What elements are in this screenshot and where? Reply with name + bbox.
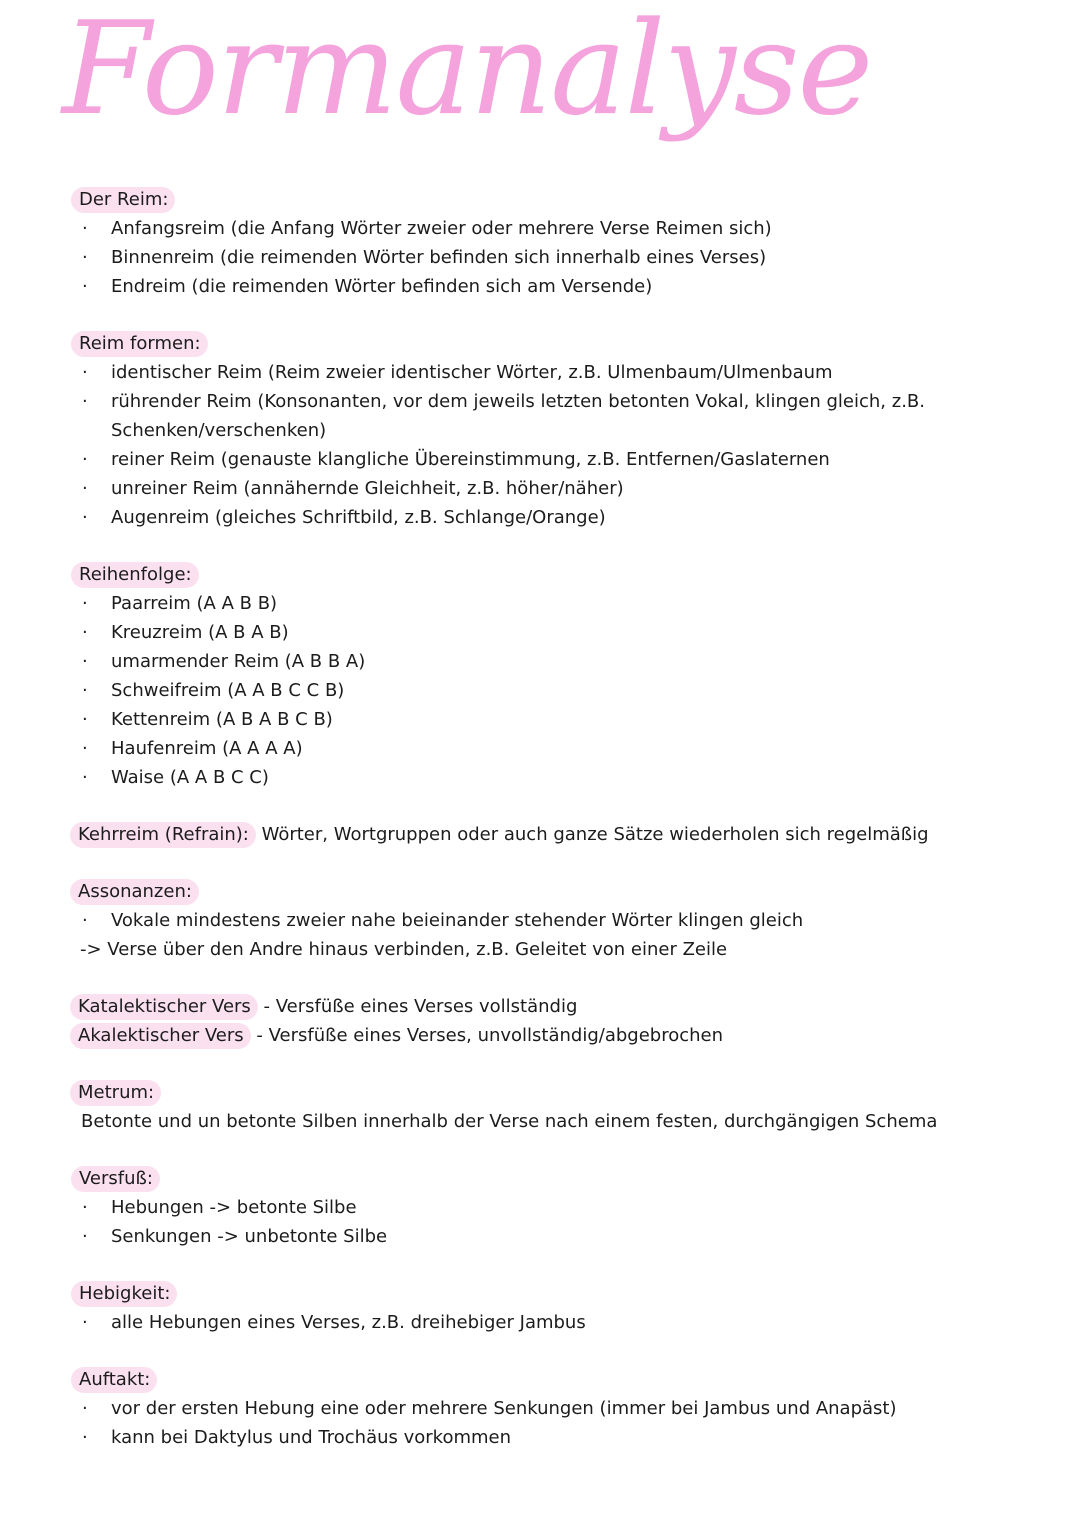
list-item-text: Paarreim (A A B B) <box>111 593 278 614</box>
bullet-icon: · <box>82 1312 88 1333</box>
section-heading-line <box>0 1365 1080 1394</box>
list-item-text: Waise (A A B C C) <box>111 767 269 788</box>
bullet-icon: · <box>82 1398 88 1419</box>
section-heading-assonanzen: Assonanzen: <box>70 879 199 905</box>
section-heading-akalektisch: Akalektischer Vers <box>70 1023 251 1049</box>
bullet-icon: · <box>82 1226 88 1247</box>
bullet-icon: · <box>82 507 88 528</box>
section-heading-line <box>0 877 1080 906</box>
list-item-text: unreiner Reim (annähernde Gleichheit, z.B. höher/näher) <box>111 478 624 499</box>
list-item <box>0 734 1080 763</box>
bullet-icon: · <box>82 593 88 614</box>
list-item-text: Senkungen -> unbetonte Silbe <box>111 1226 388 1247</box>
bullet-icon: · <box>82 622 88 643</box>
list-item-text: Endreim (die reimenden Wörter befinden sich am Versende) <box>111 276 653 297</box>
akalektischer-vers-line <box>0 1021 1080 1050</box>
list-item-continuation: Schenken/verschenken) <box>111 420 327 441</box>
bullet-icon: · <box>82 767 88 788</box>
list-item-text: rührender Reim (Konsonanten, vor dem jeweils letzten betonten Vokal, klingen gleich, z.B. <box>111 391 925 412</box>
section-heading-line <box>0 1078 1080 1107</box>
list-item <box>0 214 1080 243</box>
section-heading-hebigkeit: Hebigkeit: <box>71 1281 177 1307</box>
section-heading-metrum: Metrum: <box>70 1080 161 1106</box>
assonanzen-note: -> Verse über den Andre hinaus verbinden, z.B. Geleitet von einer Zeile <box>80 939 728 960</box>
kehrreim-text: Wörter, Wortgruppen oder auch ganze Sätze wiederholen sich regelmäßig <box>255 824 929 845</box>
list-item <box>0 589 1080 618</box>
bullet-icon: · <box>82 449 88 470</box>
bullet-icon: · <box>82 478 88 499</box>
section-heading-reim: Der Reim: <box>71 187 175 213</box>
bullet-icon: · <box>82 910 88 931</box>
list-item-text: Binnenreim (die reimenden Wörter befinden sich innerhalb eines Verses) <box>111 247 767 268</box>
list-item <box>0 445 1080 474</box>
section-heading-katalektisch: Katalektischer Vers <box>70 994 258 1020</box>
list-item-text: alle Hebungen eines Verses, z.B. dreihebiger Jambus <box>111 1312 586 1333</box>
list-item-text: Schweifreim (A A B C C B) <box>111 680 345 701</box>
page-title: Formanalyse <box>62 0 872 144</box>
bullet-icon: · <box>82 709 88 730</box>
akalektisch-text: - Versfüße eines Verses, unvollständig/abgebrochen <box>250 1025 724 1046</box>
metrum-text: Betonte und un betonte Silben innerhalb der Verse nach einem festen, durchgängigen Schema <box>81 1111 938 1132</box>
bullet-icon: · <box>82 276 88 297</box>
list-item <box>0 387 1080 416</box>
list-item <box>0 763 1080 792</box>
list-item <box>0 243 1080 272</box>
list-item <box>0 618 1080 647</box>
list-item <box>0 503 1080 532</box>
list-item <box>0 906 1080 935</box>
bullet-icon: · <box>82 391 88 412</box>
section-heading-line <box>0 1164 1080 1193</box>
bullet-icon: · <box>82 651 88 672</box>
bullet-icon: · <box>82 362 88 383</box>
list-item-text: Haufenreim (A A A A) <box>111 738 303 759</box>
list-item-text: identischer Reim (Reim zweier identischer Wörter, z.B. Ulmenbaum/Ulmenbaum <box>111 362 833 383</box>
bullet-icon: · <box>82 680 88 701</box>
list-item-text: Kettenreim (A B A B C B) <box>111 709 333 730</box>
list-item <box>0 1308 1080 1337</box>
list-item <box>0 676 1080 705</box>
section-heading-auftakt: Auftakt: <box>71 1367 157 1393</box>
katalektisch-text: - Versfüße eines Verses vollständig <box>257 996 578 1017</box>
list-item-text: Kreuzreim (A B A B) <box>111 622 289 643</box>
list-item-text: Augenreim (gleiches Schriftbild, z.B. Schlange/Orange) <box>111 507 606 528</box>
bullet-icon: · <box>82 218 88 239</box>
list-item <box>0 1222 1080 1251</box>
list-item <box>0 647 1080 676</box>
bullet-icon: · <box>82 1427 88 1448</box>
list-item-text: reiner Reim (genauste klangliche Übereinstimmung, z.B. Entfernen/Gaslaternen <box>111 449 830 470</box>
list-item <box>0 272 1080 301</box>
list-item <box>0 1423 1080 1452</box>
section-heading-line <box>0 560 1080 589</box>
list-item <box>0 1394 1080 1423</box>
list-item-text: vor der ersten Hebung eine oder mehrere Senkungen (immer bei Jambus und Anapäst) <box>111 1398 897 1419</box>
section-heading-reimformen: Reim formen: <box>71 331 208 357</box>
list-item <box>0 358 1080 387</box>
section-heading-kehrreim: Kehrreim (Refrain): <box>70 822 256 848</box>
katalektischer-vers-line <box>0 992 1080 1021</box>
section-heading-line <box>0 1279 1080 1308</box>
list-item <box>0 1193 1080 1222</box>
kehrreim-line <box>0 820 1080 849</box>
section-heading-line <box>0 329 1080 358</box>
bullet-icon: · <box>82 1197 88 1218</box>
list-item-text: kann bei Daktylus und Trochäus vorkommen <box>111 1427 512 1448</box>
list-item-text: Hebungen -> betonte Silbe <box>111 1197 357 1218</box>
section-heading-line <box>0 185 1080 214</box>
list-item <box>0 474 1080 503</box>
list-item-text: Vokale mindestens zweier nahe beieinander stehender Wörter klingen gleich <box>111 910 804 931</box>
list-item-text: Anfangsreim (die Anfang Wörter zweier oder mehrere Verse Reimen sich) <box>111 218 772 239</box>
section-heading-versfuss: Versfuß: <box>71 1166 160 1192</box>
bullet-icon: · <box>82 738 88 759</box>
list-item-text: umarmender Reim (A B B A) <box>111 651 366 672</box>
notes-body <box>0 185 1080 1452</box>
list-item <box>0 705 1080 734</box>
section-heading-reihenfolge: Reihenfolge: <box>71 562 199 588</box>
bullet-icon: · <box>82 247 88 268</box>
